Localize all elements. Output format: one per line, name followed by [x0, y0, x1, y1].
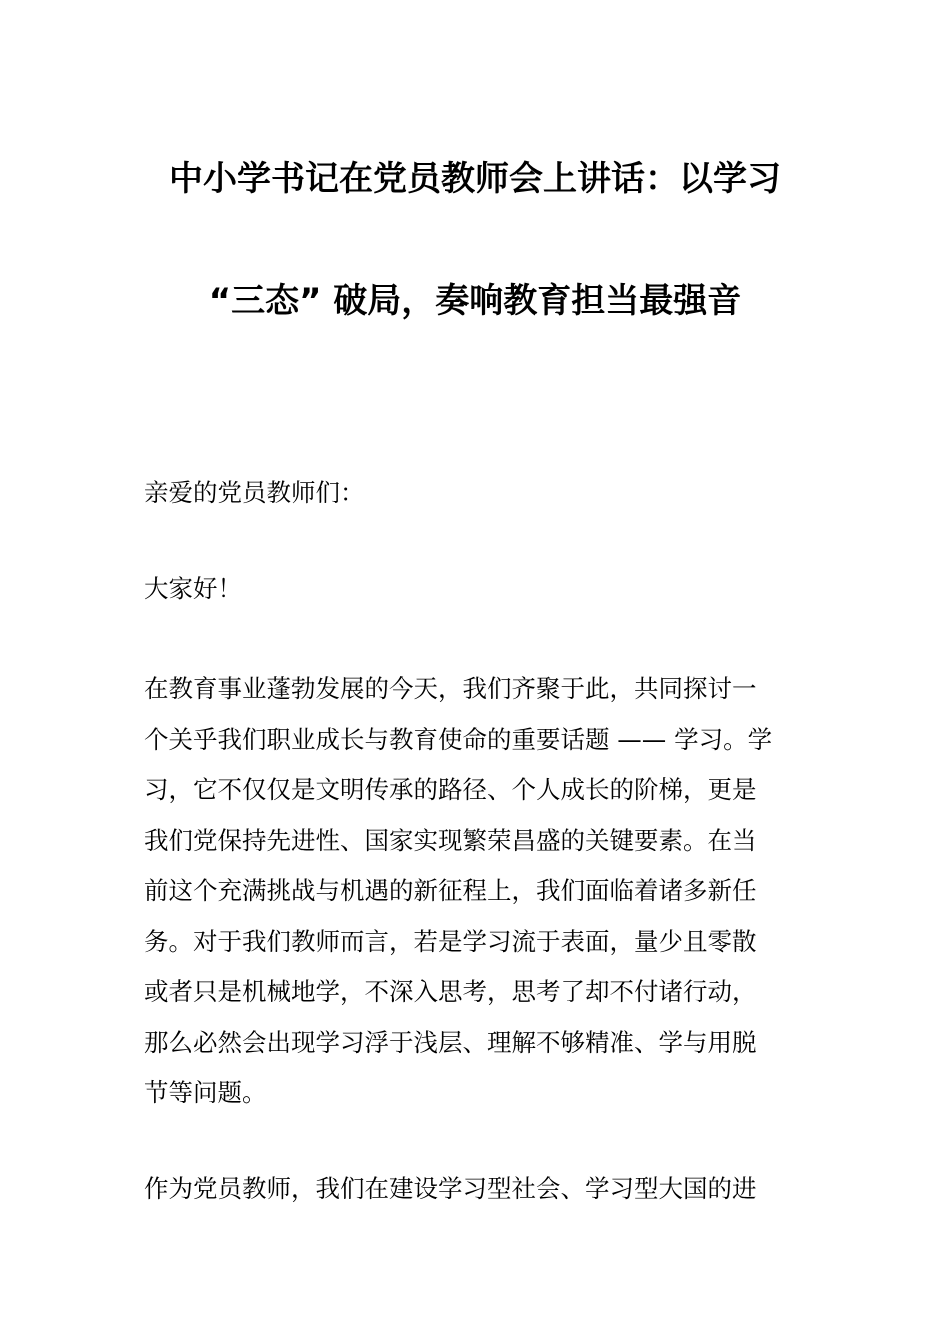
paragraph-line: 我们党保持先进性、国家实现繁荣昌盛的关键要素。在当 — [144, 825, 757, 855]
greeting — [144, 564, 806, 615]
paragraph-line: 前这个充满挑战与机遇的新征程上，我们面临着诸多新任 — [144, 876, 757, 905]
document-title-line-1: 中小学书记在党员教师会上讲话：以学习 — [169, 159, 781, 199]
paragraph-line: 习，它不仅仅是文明传承的路径、个人成长的阶梯，更是 — [144, 775, 757, 804]
document-title-line-2: “三态” 破局，奏响教育担当最强音 — [208, 281, 742, 321]
paragraph-line: 那么必然会出现学习浮于浅层、理解不够精准、学与用脱 — [144, 1027, 757, 1057]
salutation — [144, 468, 806, 519]
salutation-text: 亲爱的党员教师们： — [144, 478, 365, 507]
paragraph-line: 个关乎我们职业成长与教育使命的重要话题 —— 学习。学 — [144, 724, 773, 754]
paragraph-line: 作为党员教师，我们在建设学习型社会、学习型大国的进 — [144, 1174, 757, 1203]
paragraph-2 — [144, 1164, 806, 1215]
paragraph-line: 节等问题。 — [144, 1078, 267, 1107]
paragraph-line: 务。对于我们教师而言，若是学习流于表面，量少且零散 — [144, 926, 757, 956]
greeting-text: 大家好！ — [144, 574, 242, 603]
paragraph-line: 或者只是机械地学，不深入思考，思考了却不付诸行动， — [144, 977, 757, 1006]
paragraph-line: 在教育事业蓬勃发展的今天，我们齐聚于此，共同探讨一 — [144, 674, 757, 703]
paragraph-1 — [144, 664, 806, 1119]
